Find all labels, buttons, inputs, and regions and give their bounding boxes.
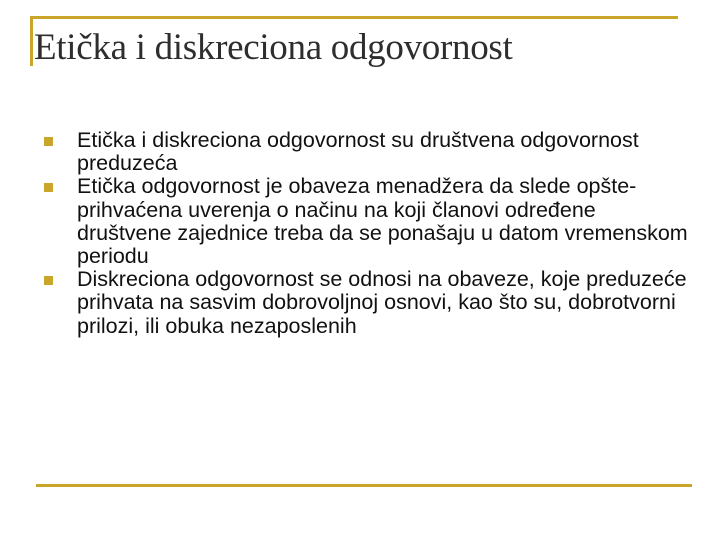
frame-bottom-rule [36, 484, 692, 487]
bullet-item-1 [44, 129, 694, 175]
bullet-text-3: Diskreciona odgovornost se odnosi na obaveze, koje preduzeće prihvata na sasvim dobrovoljnoj osnovi, kao što su, dobrotvorni prilozi, ili obuka nezaposlenih [77, 267, 687, 338]
frame-left-rule [30, 16, 33, 66]
bullet-item-3 [44, 268, 694, 338]
bullet-item-2 [44, 175, 694, 268]
square-bullet-icon [44, 183, 53, 192]
bullet-list [44, 129, 694, 338]
bullet-text-2: Etička odgovornost je obaveza menadžera da slede opšte-prihvaćena uverenja o načinu na koji članovi određene društvene zajednice treba da se ponašaju u datom vremenskom periodu [77, 174, 688, 269]
square-bullet-icon [44, 276, 53, 285]
square-bullet-icon [44, 137, 53, 146]
frame-top-rule [30, 16, 678, 19]
slide-title: Etička i diskreciona odgovornost [34, 27, 513, 68]
bullet-text-1: Etička i diskreciona odgovornost su društvena odgovornost preduzeća [77, 128, 639, 176]
